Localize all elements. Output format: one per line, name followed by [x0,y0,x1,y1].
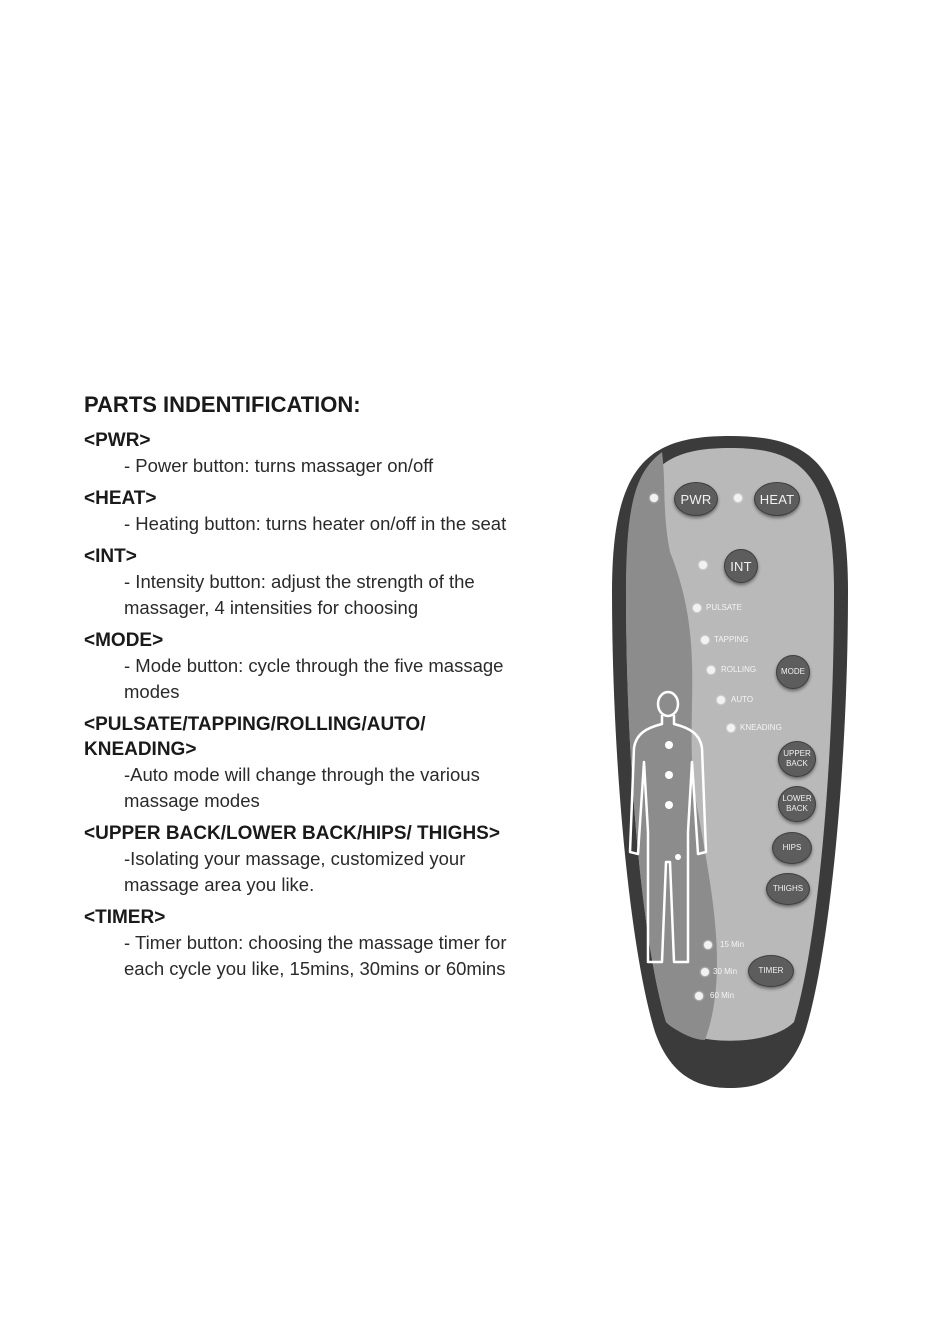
timer-label-60: 60 Min [710,991,735,1000]
part-description: - Power button: turns massager on/off [124,455,434,476]
part-description: - Heating button: turns heater on/off in the seat [124,513,507,534]
part-label: <HEAT> [84,488,157,509]
mode-label-kneading: KNEADING [740,723,782,732]
mode-button[interactable]: MODE [776,655,810,689]
pulsate-led [693,604,701,612]
timer-30-led [701,968,709,976]
mode-label-tapping: TAPPING [714,635,749,644]
part-modes [84,712,524,814]
int-indicator-led [699,561,707,569]
part-pwr [84,428,524,479]
timer-label-15: 15 Min [720,940,745,949]
mode-label-auto: AUTO [731,695,754,704]
page-title: PARTS INDENTIFICATION: [84,392,361,417]
part-mode [84,628,524,705]
pwr-indicator-led [650,494,658,502]
heat-button[interactable]: HEAT [754,482,800,516]
hips-button[interactable]: HIPS [772,832,812,864]
part-timer [84,905,524,982]
tapping-led [701,636,709,644]
part-description: -Isolating your massage, customized your massage area you like. [124,848,466,895]
part-label: <MODE> [84,630,164,651]
part-description: - Intensity button: adjust the strength of the massager, 4 intensities for choosing [124,571,475,618]
upper-back-button[interactable]: UPPER BACK [778,741,816,777]
part-heat [84,486,524,537]
int-button[interactable]: INT [724,549,758,583]
part-areas [84,821,524,898]
remote-control [610,432,850,1092]
parts-list [84,428,524,989]
part-description: - Mode button: cycle through the five massage modes [124,655,504,702]
part-label: <PULSATE/TAPPING/ROLLING/AUTO/ KNEADING> [84,714,426,760]
kneading-led [727,724,735,732]
part-label: <TIMER> [84,907,166,928]
lower-back-button[interactable]: LOWER BACK [778,786,816,822]
part-description: -Auto mode will change through the various massage modes [124,764,480,811]
pwr-button[interactable]: PWR [674,482,718,516]
auto-led [717,696,725,704]
part-description: - Timer button: choosing the massage timer for each cycle you like, 15mins, 30mins or 60mins [124,932,507,979]
thighs-button[interactable]: THIGHS [766,873,810,905]
part-int [84,544,524,621]
part-label: <PWR> [84,430,151,451]
timer-15-led [704,941,712,949]
mode-label-rolling: ROLLING [721,665,757,674]
timer-60-led [695,992,703,1000]
part-label: <UPPER BACK/LOWER BACK/HIPS/ THIGHS> [84,823,500,844]
timer-label-30: 30 Min [713,967,738,976]
part-label: <INT> [84,546,137,567]
rolling-led [707,666,715,674]
mode-label-pulsate: PULSATE [706,603,742,612]
timer-button[interactable]: TIMER [748,955,794,987]
heat-indicator-led [734,494,742,502]
